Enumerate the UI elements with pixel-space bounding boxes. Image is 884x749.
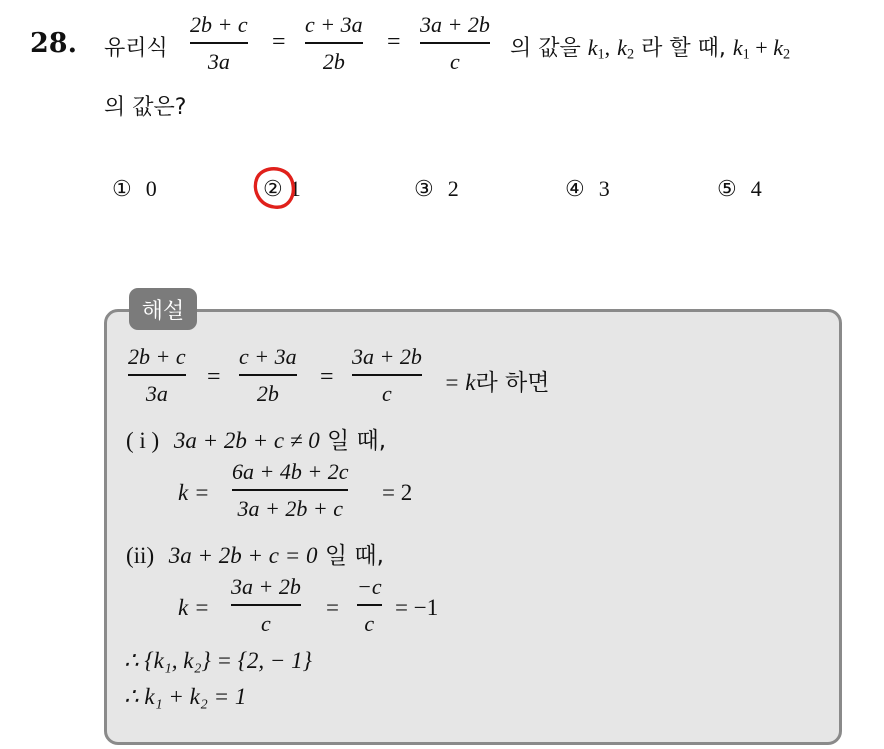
- case-text: 일 때,: [327, 428, 387, 454]
- fraction-bar: [239, 374, 297, 376]
- fraction-denominator: 2b: [256, 380, 279, 406]
- choice-value: 3: [598, 176, 610, 201]
- case-label: (ii): [126, 543, 155, 568]
- choice-5[interactable]: [717, 176, 762, 202]
- fraction-denominator: c: [261, 610, 271, 636]
- solution-tab: 해설: [129, 288, 197, 330]
- solution-fraction-2: [239, 346, 297, 405]
- solution-line-1-tail: [444, 364, 549, 397]
- k1-symbol: $k_1$: [587, 35, 605, 63]
- solution-line-5-rhs: = −1: [395, 595, 439, 620]
- fraction-denominator: c: [450, 48, 460, 74]
- choice-1[interactable]: [112, 176, 157, 202]
- fraction-denominator: 2b: [322, 48, 345, 74]
- question-mid-text: 의 값을: [510, 36, 581, 61]
- solution-fraction-case-2b: [357, 576, 382, 635]
- solution-line-3-rhs: = 2: [382, 480, 413, 505]
- fraction-numerator: c + 3a: [305, 12, 363, 37]
- k2-symbol: $k_2$: [617, 35, 635, 63]
- question-tail: [510, 31, 790, 64]
- question-fraction-3: [420, 14, 490, 73]
- fraction-denominator: 3a + 2b + c: [237, 495, 343, 521]
- case-text: 일 때,: [324, 543, 384, 569]
- solution-fraction-3: [352, 346, 422, 405]
- sum-expression: $k_1 + k_2$: [732, 35, 791, 63]
- equals-sign: =: [272, 29, 286, 55]
- equals-sign: =: [326, 595, 339, 620]
- fraction-bar: [190, 42, 248, 44]
- solution-line-4: [126, 537, 384, 570]
- fraction-denominator: 3a: [145, 380, 168, 406]
- solution-line-5-lhs: k =: [178, 595, 210, 620]
- tail-text: 라 하면: [475, 370, 550, 396]
- choice-3[interactable]: [414, 176, 459, 202]
- choice-4[interactable]: [565, 176, 610, 202]
- fraction-numerator: 6a + 4b + 2c: [232, 459, 349, 484]
- equals-k: = k: [444, 370, 476, 395]
- question-tail-text: 라 할 때,: [641, 36, 726, 61]
- question-prefix: 유리식: [104, 36, 168, 61]
- equals-sign: =: [387, 29, 401, 55]
- equals-sign: =: [207, 364, 221, 390]
- fraction-numerator: 2b + c: [190, 12, 248, 37]
- choice-value: 0: [145, 176, 157, 201]
- solution-fraction-case-1: [232, 461, 348, 520]
- choice-value: 1: [289, 176, 301, 201]
- fraction-bar: [357, 604, 382, 606]
- selected-answer-circle: [250, 164, 300, 212]
- equals-sign: =: [320, 364, 334, 390]
- solution-line-2: [126, 422, 386, 455]
- fraction-numerator: c + 3a: [239, 344, 297, 369]
- case-label: ( i ): [126, 428, 160, 453]
- solution-fraction-1: [128, 346, 186, 405]
- fraction-numerator: 2b + c: [128, 344, 186, 369]
- fraction-bar: [231, 604, 301, 606]
- choice-value: 4: [750, 176, 762, 201]
- fraction-denominator: c: [364, 610, 375, 636]
- comma: ,: [604, 35, 611, 60]
- fraction-numerator: −c: [357, 574, 382, 599]
- fraction-denominator: 3a: [207, 48, 230, 74]
- case-condition: 3a + 2b + c = 0: [168, 543, 318, 568]
- fraction-numerator: 3a + 2b: [352, 344, 422, 369]
- question-fraction-1: [190, 14, 248, 73]
- choice-mark: ③: [414, 177, 434, 202]
- fraction-bar: [232, 489, 348, 491]
- fraction-bar: [305, 42, 363, 44]
- question-number: 28.: [30, 28, 77, 59]
- fraction-bar: [420, 42, 490, 44]
- choice-value: 2: [447, 176, 459, 201]
- solution-line-6: ∴ {k₁, k₂} = {2, − 1}: [124, 648, 312, 673]
- choice-mark: ①: [112, 177, 132, 202]
- question-fraction-2: [305, 14, 363, 73]
- choice-mark: ②: [263, 177, 283, 202]
- fraction-bar: [352, 374, 422, 376]
- fraction-numerator: 3a + 2b: [231, 574, 301, 599]
- solution-line-3-lhs: k =: [178, 480, 210, 505]
- fraction-numerator: 3a + 2b: [420, 12, 490, 37]
- fraction-denominator: c: [382, 380, 392, 406]
- solution-fraction-case-2a: [231, 576, 301, 635]
- case-condition: 3a + 2b + c ≠ 0: [173, 428, 320, 453]
- choice-mark: ④: [565, 177, 585, 202]
- choice-mark: ⑤: [717, 177, 737, 202]
- solution-line-7: ∴ k₁ + k₂ = 1: [124, 684, 247, 709]
- fraction-bar: [128, 374, 186, 376]
- question-line-2: 의 값은?: [104, 95, 187, 120]
